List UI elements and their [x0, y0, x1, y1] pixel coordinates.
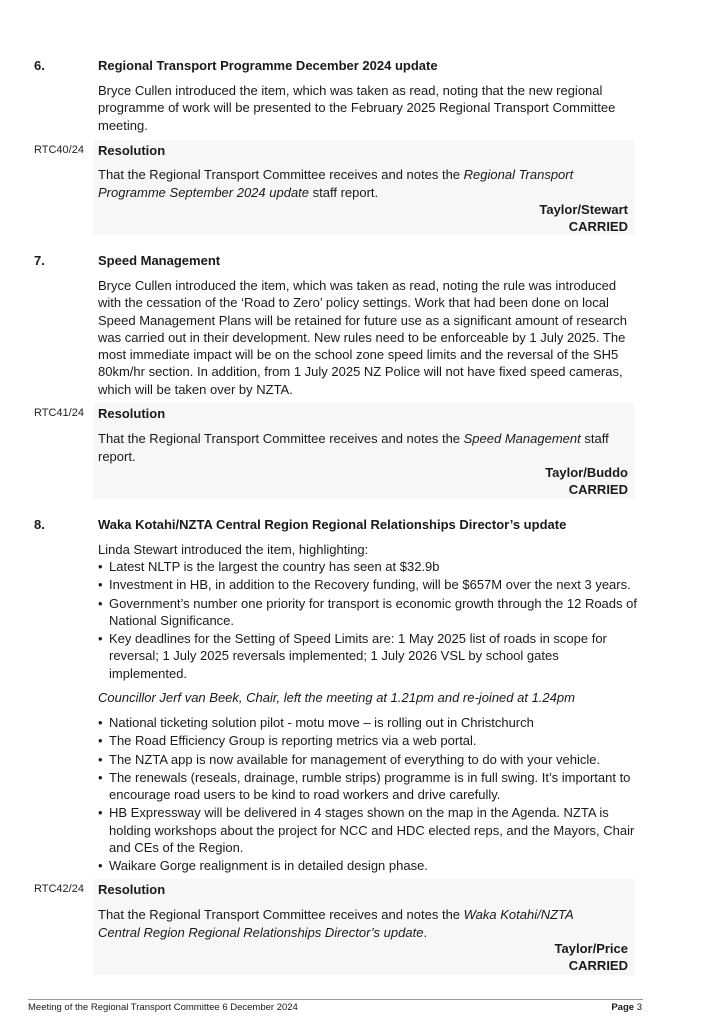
- resolution-text: That the Regional Transport Committee receives and notes the Waka Kotahi/NZTA Central Region Regional Relationships Director’s update.: [98, 907, 574, 940]
- item-title: Waka Kotahi/NZTA Central Region Regional Relationships Director’s update: [98, 517, 567, 532]
- list-item: • Waikare Gorge realignment is in detailed design phase.: [98, 857, 638, 874]
- resolution-movers: Taylor/Stewart: [539, 202, 628, 217]
- resolution-movers: Taylor/Price: [554, 941, 628, 956]
- list-item: • National ticketing solution pilot - motu move – is rolling out in Christchurch: [98, 714, 638, 731]
- resolution-ref: RTC40/24: [34, 144, 84, 156]
- list-item: • The Road Efficiency Group is reporting metrics via a web portal.: [98, 732, 638, 749]
- list-item: • HB Expressway will be delivered in 4 stages shown on the map in the Agenda. NZTA is holding workshops about the project for NCC and HDC elected reps, and the Mayors, Chair and CEs of the Region.: [98, 804, 638, 856]
- resolution-title: Resolution: [98, 406, 166, 421]
- item-intro: Bryce Cullen introduced the item, which was taken as read, noting the rule was introduced with the cessation of the ‘Road to Zero’ policy settings. Work that had been done on local Speed Management Plans will be retained for future use as a significant amount of research was carried out in their development. New rules need to be enforceable by 1 July 2025. The most immediate impact will be on the school zone speed limits and the reversal of the SH5 80km/hr section. In addition, from 1 July 2025 NZ Police will not have fixed speed cameras, which will be taken over by NZTA.: [98, 278, 627, 397]
- resolution-title: Resolution: [98, 143, 166, 158]
- footer-meeting-title: Meeting of the Regional Transport Committee 6 December 2024: [28, 1002, 298, 1013]
- list-item: • The renewals (reseals, drainage, rumble strips) programme is in full swing. It’s important to encourage road users to be kind to road workers and drive carefully.: [98, 769, 638, 804]
- list-item: • Latest NLTP is the largest the country has seen at $32.9b: [98, 558, 638, 575]
- attendance-note: Councillor Jerf van Beek, Chair, left the meeting at 1.21pm and re-joined at 1.24pm: [98, 690, 575, 705]
- highlights-list-continued: [98, 714, 638, 876]
- list-item: • The NZTA app is now available for management of everything to do with your vehicle.: [98, 751, 638, 768]
- resolution-text: That the Regional Transport Committee receives and notes the Regional Transport Programme September 2024 update staff report.: [98, 167, 574, 200]
- footer-divider: [28, 999, 643, 1000]
- resolution-box: [94, 140, 634, 235]
- list-item: • Investment in HB, in addition to the Recovery funding, will be $657M over the next 3 years.: [98, 576, 638, 593]
- resolution-outcome: CARRIED: [568, 482, 628, 497]
- item-title: Speed Management: [98, 253, 221, 268]
- resolution-text: That the Regional Transport Committee receives and notes the Speed Management staff report.: [98, 431, 609, 464]
- item-title: Regional Transport Programme December 2024 update: [98, 58, 438, 73]
- resolution-movers: Taylor/Buddo: [545, 465, 628, 480]
- list-item: • Key deadlines for the Setting of Speed Limits are: 1 May 2025 list of roads in scope for reversal; 1 July 2025 reversals implemented; 1 July 2026 VSL by school gates implemented.: [98, 630, 638, 682]
- item-intro: Bryce Cullen introduced the item, which was taken as read, noting that the new regional programme of work will be presented to the February 2025 Regional Transport Committee meeting.: [98, 83, 616, 133]
- resolution-box: [94, 879, 634, 975]
- resolution-ref: RTC42/24: [34, 883, 84, 895]
- list-item: • Government’s number one priority for transport is economic growth through the 12 Roads of National Significance.: [98, 595, 638, 630]
- footer-page-number: Page 3: [611, 1002, 642, 1013]
- item-number: 7.: [34, 253, 45, 268]
- item-intro: Linda Stewart introduced the item, highlighting:: [98, 542, 369, 557]
- highlights-list: [98, 558, 638, 683]
- resolution-ref: RTC41/24: [34, 407, 84, 419]
- resolution-outcome: CARRIED: [568, 219, 628, 234]
- resolution-box: [94, 403, 634, 499]
- item-number: 6.: [34, 58, 45, 73]
- item-number: 8.: [34, 517, 45, 532]
- resolution-title: Resolution: [98, 882, 166, 897]
- resolution-outcome: CARRIED: [568, 958, 628, 973]
